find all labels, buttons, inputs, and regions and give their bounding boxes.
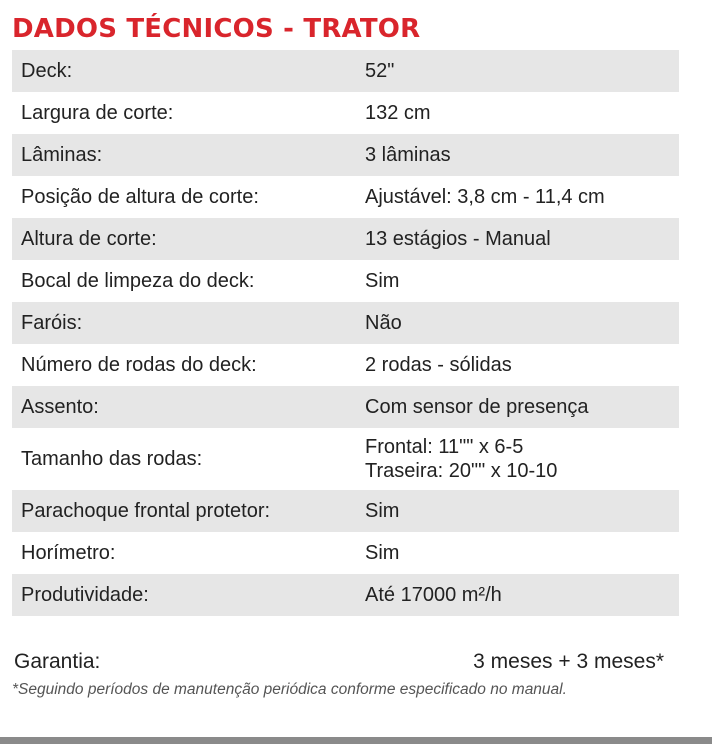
spec-row-blades xyxy=(12,134,679,176)
spec-row-cut-width xyxy=(12,92,679,134)
spec-value: 3 lâminas xyxy=(365,144,451,166)
spec-value: Até 17000 m²/h xyxy=(365,584,502,606)
warranty-row xyxy=(14,648,664,678)
spec-row-front-bumper xyxy=(12,490,679,532)
spec-label: Tamanho das rodas: xyxy=(21,448,203,470)
bottom-divider xyxy=(0,737,712,744)
spec-row-deck xyxy=(12,50,679,92)
spec-label: Assento: xyxy=(21,396,99,418)
page-title: DADOS TÉCNICOS - TRATOR xyxy=(12,14,421,44)
spec-label: Horímetro: xyxy=(21,542,116,564)
spec-label: Largura de corte: xyxy=(21,102,174,124)
spec-value: Sim xyxy=(365,542,400,564)
specs-table xyxy=(12,50,679,616)
spec-label: Produtividade: xyxy=(21,584,149,606)
spec-label: Deck: xyxy=(21,60,73,82)
spec-value: Sim xyxy=(365,270,400,292)
footnote: *Seguindo períodos de manutenção periódica conforme especificado no manual. xyxy=(12,681,567,698)
spec-value xyxy=(354,435,679,483)
spec-value: 132 cm xyxy=(365,102,431,124)
spec-label: Bocal de limpeza do deck: xyxy=(21,270,255,292)
warranty-value: 3 meses + 3 meses* xyxy=(473,650,664,673)
spec-label: Faróis: xyxy=(21,312,83,334)
spec-row-deck-wheels xyxy=(12,344,679,386)
spec-row-seat xyxy=(12,386,679,428)
spec-label: Parachoque frontal protetor: xyxy=(21,500,271,522)
spec-value: Sim xyxy=(365,500,400,522)
spec-row-hour-meter xyxy=(12,532,679,574)
spec-value: 2 rodas - sólidas xyxy=(365,354,512,376)
spec-row-deck-wash-port xyxy=(12,260,679,302)
spec-value-line-rear: Traseira: 20"" x 10-10 xyxy=(365,460,558,482)
spec-value: Ajustável: 3,8 cm - 11,4 cm xyxy=(365,186,605,208)
spec-label: Lâminas: xyxy=(21,144,103,166)
spec-label: Altura de corte: xyxy=(21,228,157,250)
spec-row-productivity xyxy=(12,574,679,616)
spec-value: 52" xyxy=(365,60,395,82)
spec-label: Número de rodas do deck: xyxy=(21,354,257,376)
spec-row-wheel-size xyxy=(12,428,679,490)
spec-row-headlights xyxy=(12,302,679,344)
spec-row-cut-height-position xyxy=(12,176,679,218)
spec-value: 13 estágios - Manual xyxy=(365,228,551,250)
spec-value: Não xyxy=(365,312,402,334)
spec-row-cut-height xyxy=(12,218,679,260)
spec-value-line-front: Frontal: 11"" x 6-5 xyxy=(365,436,524,458)
spec-value: Com sensor de presença xyxy=(365,396,589,418)
spec-label: Posição de altura de corte: xyxy=(21,186,259,208)
warranty-label: Garantia: xyxy=(14,650,101,673)
